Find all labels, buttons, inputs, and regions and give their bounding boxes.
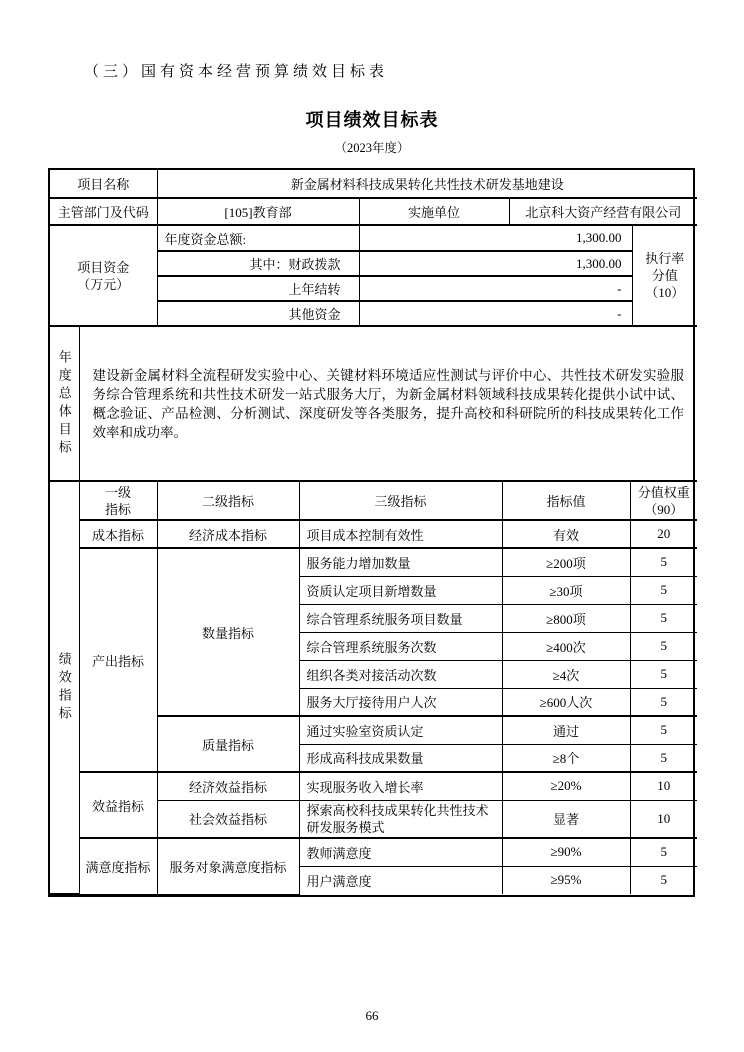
level2-quality: 质量指标 — [157, 716, 299, 772]
level2-eco-benefit: 经济效益指标 — [157, 772, 299, 800]
page-number: 66 — [365, 1008, 379, 1023]
dept-value: [105]教育部 — [157, 198, 359, 225]
indicator-value: ≥600人次 — [502, 688, 630, 716]
level1-satisfaction: 满意度指标 — [79, 838, 157, 894]
indicator-value: ≥200项 — [502, 548, 630, 576]
funding-row-value: 1,300.00 — [359, 226, 632, 251]
table-row — [50, 327, 697, 481]
annual-goal-label: 年度总体目标 — [50, 327, 79, 481]
annual-goal-table — [50, 327, 697, 482]
project-info-table — [50, 170, 697, 226]
indicator-score: 5 — [630, 604, 697, 632]
funding-row-value: 1,300.00 — [359, 251, 632, 276]
level2-service-satisfaction: 服务对象满意度指标 — [157, 838, 299, 894]
indicator-score: 5 — [630, 838, 697, 866]
indicator-score: 5 — [630, 716, 697, 744]
table-row — [50, 198, 697, 225]
level1-output: 产出指标 — [79, 548, 157, 772]
funding-row-label: 上年结转 — [157, 276, 359, 301]
indicator-name: 探索高校科技成果转化共性技术研发服务模式 — [299, 800, 502, 838]
exec-rate-score: 执行率 分值 （10） — [632, 226, 697, 326]
project-name-label: 项目名称 — [50, 170, 157, 198]
funding-label: 项目资金 （万元） — [50, 226, 157, 326]
indicator-name: 通过实验室资质认定 — [299, 716, 502, 744]
level1-benefit: 效益指标 — [79, 772, 157, 838]
indicator-value: ≥95% — [502, 866, 630, 894]
indicator-value: 通过 — [502, 716, 630, 744]
side-label-performance-indicators: 绩效指标 — [50, 482, 79, 894]
table-row — [50, 548, 697, 576]
funding-row-value: - — [359, 276, 632, 301]
performance-target-table — [48, 168, 695, 897]
indicator-value: ≥8个 — [502, 744, 630, 772]
indicators-table — [50, 482, 697, 895]
indicator-name: 服务大厅接待用户人次 — [299, 688, 502, 716]
indicator-name: 综合管理系统服务次数 — [299, 632, 502, 660]
impl-unit-value: 北京科大资产经营有限公司 — [509, 198, 697, 225]
indicator-name: 用户满意度 — [299, 866, 502, 894]
header-weight: 分值权重 （90） — [630, 482, 697, 520]
table-row — [50, 838, 697, 866]
page-title: 项目绩效目标表 — [305, 110, 439, 130]
page-subtitle: （2023年度） — [334, 141, 410, 155]
funding-row-label: 其他资金 — [157, 301, 359, 326]
indicator-value: ≥800项 — [502, 604, 630, 632]
funding-row-label: 其中：财政拨款 — [157, 251, 359, 276]
indicator-value: 显著 — [502, 800, 630, 838]
level1-cost: 成本指标 — [79, 520, 157, 548]
indicator-score: 10 — [630, 772, 697, 800]
indicator-score: 5 — [630, 632, 697, 660]
indicator-name: 形成高科技成果数量 — [299, 744, 502, 772]
indicator-value: 有效 — [502, 520, 630, 548]
level2-eco-cost: 经济成本指标 — [157, 520, 299, 548]
indicator-name: 综合管理系统服务项目数量 — [299, 604, 502, 632]
indicator-value: ≥20% — [502, 772, 630, 800]
indicator-score: 5 — [630, 576, 697, 604]
indicator-score: 5 — [630, 866, 697, 894]
level2-quantity: 数量指标 — [157, 548, 299, 716]
indicator-name: 资质认定项目新增数量 — [299, 576, 502, 604]
indicator-value: ≥4次 — [502, 660, 630, 688]
indicator-score: 10 — [630, 800, 697, 838]
table-row — [50, 170, 697, 198]
project-name-value: 新金属材料科技成果转化共性技术研发基地建设 — [157, 170, 697, 198]
table-row — [50, 772, 697, 800]
indicator-value: ≥90% — [502, 838, 630, 866]
funding-row-label: 年度资金总额: — [157, 226, 359, 251]
indicator-score: 5 — [630, 660, 697, 688]
header-level1: 一级 指标 — [79, 482, 157, 520]
table-row — [50, 226, 697, 251]
header-level3: 三级指标 — [299, 482, 502, 520]
indicator-name: 项目成本控制有效性 — [299, 520, 502, 548]
dept-label: 主管部门及代码 — [50, 198, 157, 225]
indicator-score: 5 — [630, 744, 697, 772]
table-row — [50, 520, 697, 548]
indicator-score: 5 — [630, 548, 697, 576]
funding-row-value: - — [359, 301, 632, 326]
indicator-name: 服务能力增加数量 — [299, 548, 502, 576]
funding-table — [50, 226, 697, 327]
indicator-score: 20 — [630, 520, 697, 548]
indicator-name: 教师满意度 — [299, 838, 502, 866]
indicator-value: ≥400次 — [502, 632, 630, 660]
header-value: 指标值 — [502, 482, 630, 520]
annual-goal-text: 建设新金属材料全流程研发实验中心、关键材料环境适应性测试与评价中心、共性技术研发实验服务综合管理系统和共性技术研发一站式服务大厅，为新金属材料领域科技成果转化提供小试中试、概念验证、产品检测、分析测试、深度研发等各类服务，提升高校和科研院所的科技成果转化工作效率和成功率。 — [79, 327, 697, 481]
impl-unit-label: 实施单位 — [359, 198, 509, 225]
indicator-name: 实现服务收入增长率 — [299, 772, 502, 800]
indicator-name: 组织各类对接活动次数 — [299, 660, 502, 688]
level2-social-benefit: 社会效益指标 — [157, 800, 299, 838]
section-heading: （三）国有资本经营预算绩效目标表 — [84, 64, 389, 80]
indicator-score: 5 — [630, 688, 697, 716]
header-level2: 二级指标 — [157, 482, 299, 520]
table-header-row — [50, 482, 697, 520]
indicator-value: ≥30项 — [502, 576, 630, 604]
